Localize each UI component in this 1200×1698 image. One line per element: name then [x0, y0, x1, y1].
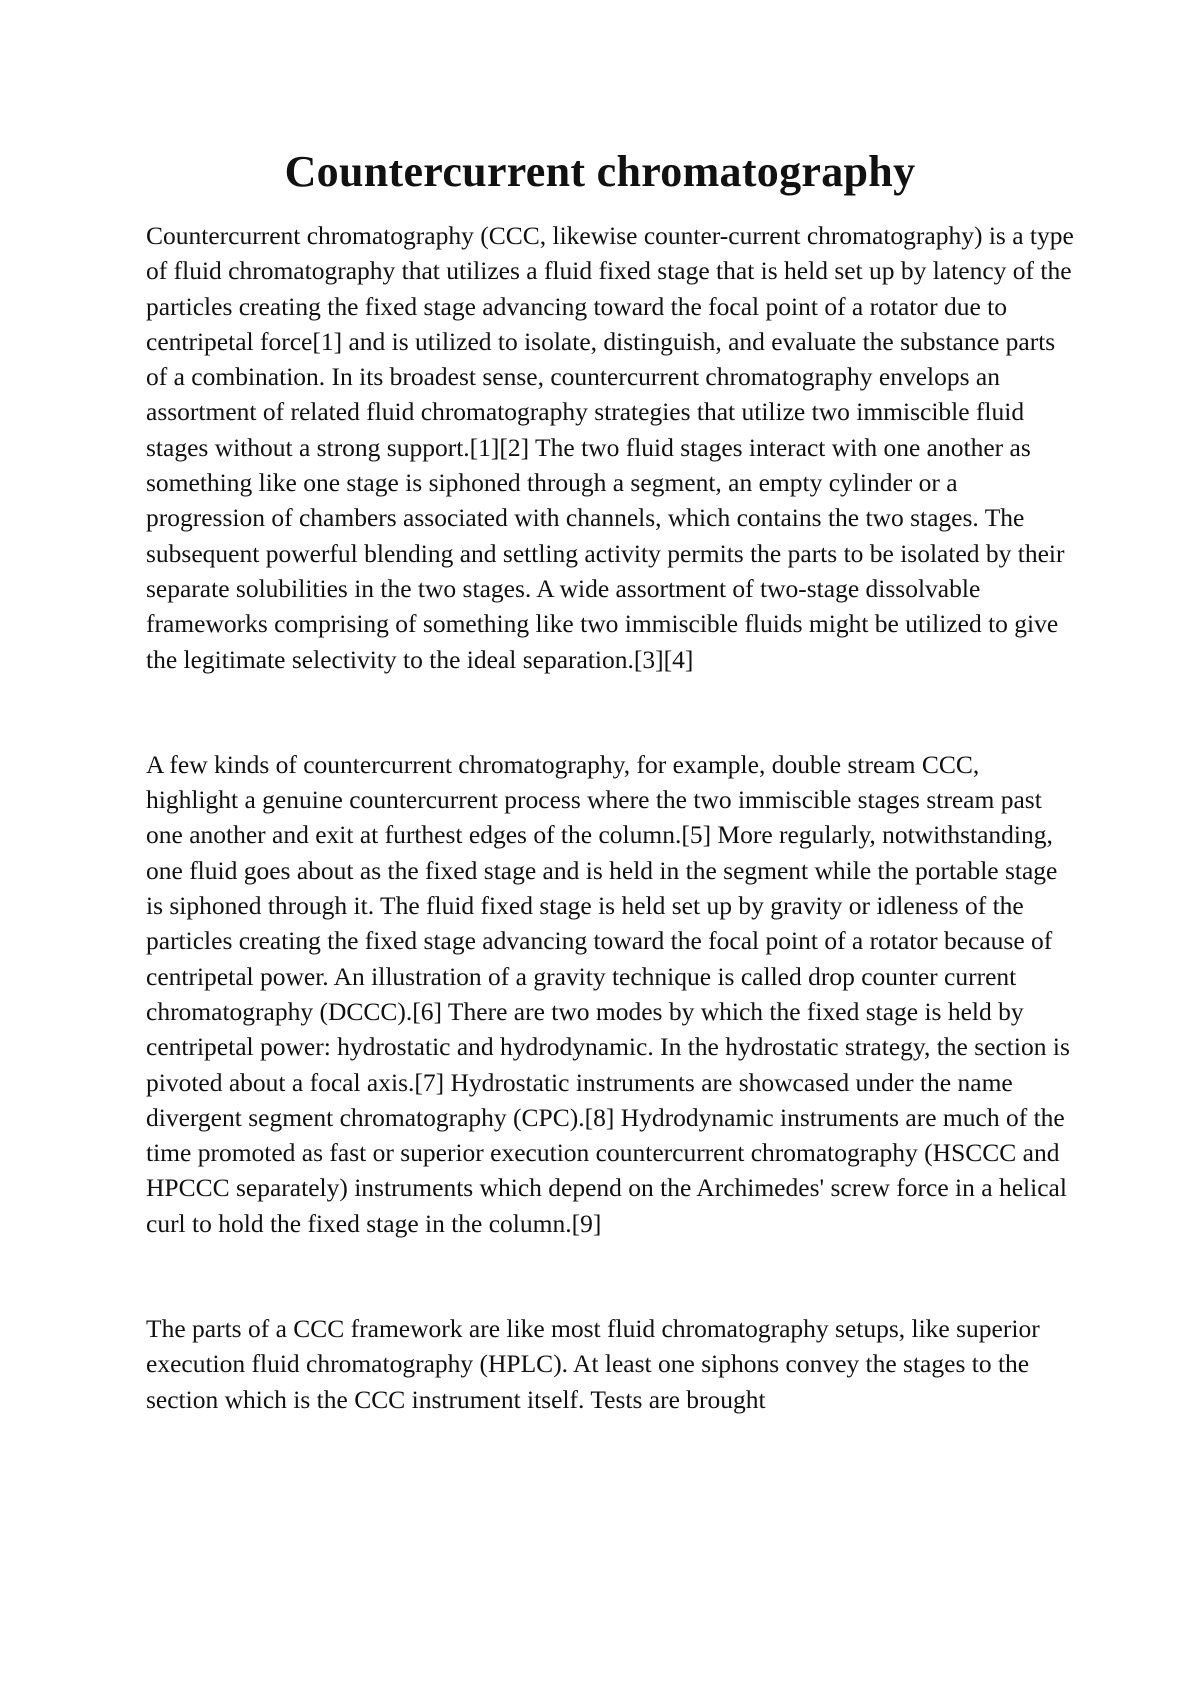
document-body	[146, 218, 1076, 1417]
paragraph-1: Countercurrent chromatography (CCC, likewise counter-current chromatography) is a type of fluid chromatography that utilizes a fluid fixed stage that is held set up by latency of the particles creating the fixed stage advancing toward the focal point of a rotator due to centripetal force[1] and is utilized to isolate, distinguish, and evaluate the substance parts of a combination. In its broadest sense, countercurrent chromatography envelops an assortment of related fluid chromatography strategies that utilize two immiscible fluid stages without a strong support.[1][2] The two fluid stages interact with one another as something like one stage is siphoned through a segment, an empty cylinder or a progression of chambers associated with channels, which contains the two stages. The subsequent powerful blending and settling activity permits the parts to be isolated by their separate solubilities in the two stages. A wide assortment of two-stage dissolvable frameworks comprising of something like two immiscible fluids might be utilized to give the legitimate selectivity to the ideal separation.[3][4]	[146, 221, 1074, 674]
paragraph-2: A few kinds of countercurrent chromatography, for example, double stream CCC, highlight a genuine countercurrent process where the two immiscible stages stream past one another and exit at furthest edges of the column.[5] More regularly, notwithstanding, one fluid goes about as the fixed stage and is held in the segment while the portable stage is siphoned through it. The fluid fixed stage is held set up by gravity or idleness of the particles creating the fixed stage advancing toward the focal point of a rotator because of centripetal power. An illustration of a gravity technique is called drop counter current chromatography (DCCC).[6] There are two modes by which the fixed stage is held by centripetal power: hydrostatic and hydrodynamic. In the hydrostatic strategy, the section is pivoted about a focal axis.[7] Hydrostatic instruments are showcased under the name divergent segment chromatography (CPC).[8] Hydrodynamic instruments are much of the time promoted as fast or superior execution countercurrent chromatography (HSCCC and HPCCC separately) instruments which depend on the Archimedes' screw force in a helical curl to hold the fixed stage in the column.[9]	[146, 749, 1070, 1238]
paragraph-3: The parts of a CCC framework are like most fluid chromatography setups, like superior execution fluid chromatography (HPLC). At least one siphons convey the stages to the section which is the CCC instrument itself. Tests are brought	[146, 1314, 1040, 1414]
paragraph-spacer	[146, 1241, 1076, 1311]
document-title: Countercurrent chromatography	[284, 147, 916, 196]
paragraph-spacer	[146, 677, 1076, 747]
